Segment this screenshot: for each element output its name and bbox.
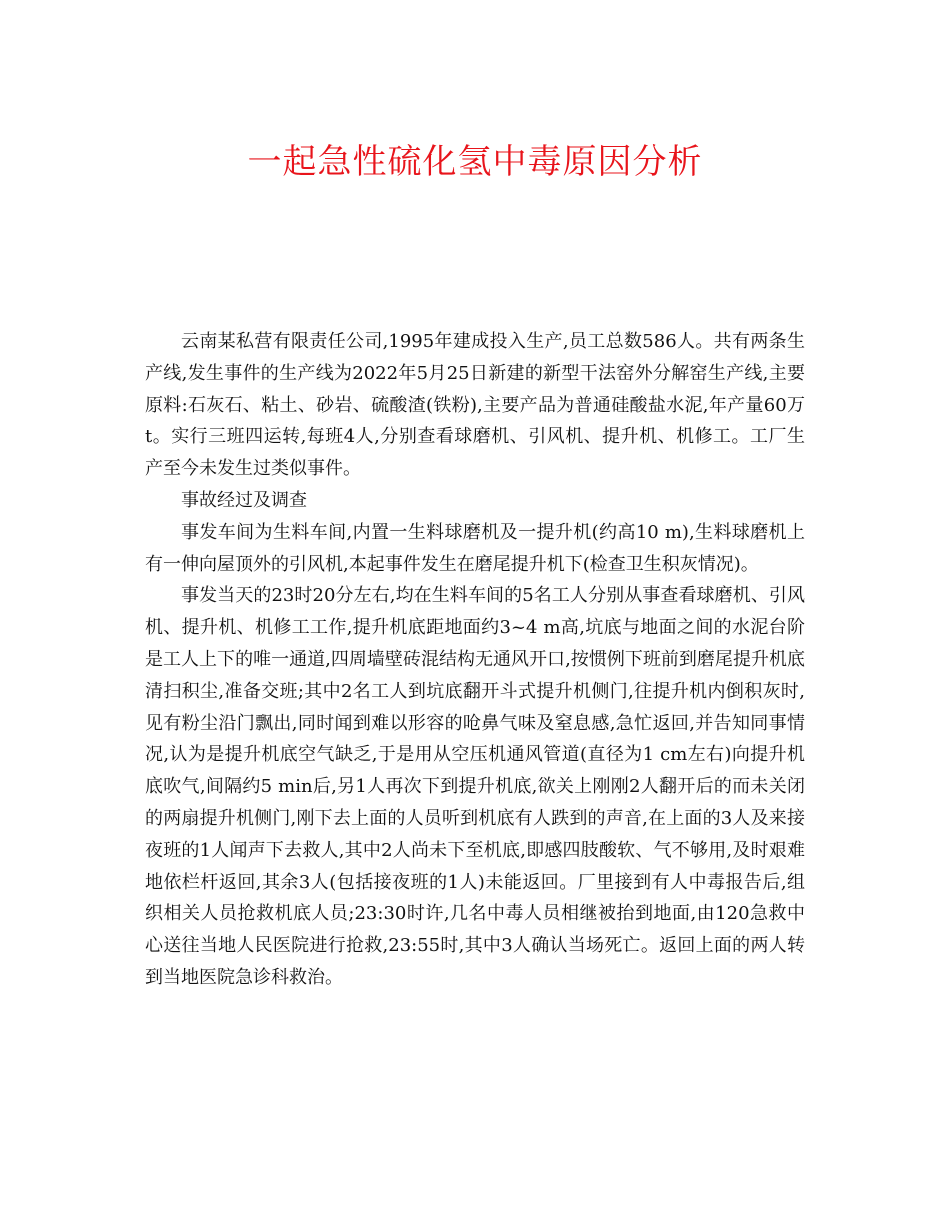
paragraph-accident-process: 事发当天的23时20分左右,均在生料车间的5名工人分别从事查看球磨机、引风机、提升机、机修工工作,提升机底距地面约3~4 m高,坑底与地面之间的水泥台阶是工人上下的唯一通道,四周墙壁砖混结构无通风开口,按惯例下班前到磨尾提升机底清扫积尘,准备交班;其中2名工人到坑底翻开斗式提升机侧门,往提升机内倒积灰时,见有粉尘沿门飘出,同时闻到难以形容的呛鼻气味及窒息感,急忙返回,并告知同事情况,认为是提升机底空气缺乏,于是用从空压机通风管道(直径为1 cm左右)向提升机底吹气,间隔约5 min后,另1人再次下到提升机底,欲关上刚刚2人翻开后的而未关闭的两扇提升机侧门,刚下去上面的人员听到机底有人跌到的声音,在上面的3人及来接夜班的1人闻声下去救人,其中2人尚未下至机底,即感四肢酸软、气不够用,及时艰难地依栏杆返回,其余3人(包括接夜班的1人)未能返回。厂里接到有人中毒报告后,组织相关人员抢救机底人员;23:30时许,几名中毒人员相继被抬到地面,由120急救中心送往当地人民医院进行抢救,23:55时,其中3人确认当场死亡。返回上面的两人转到当地医院急诊科救治。: [145, 585, 805, 988]
section-heading-accident-investigation: 事故经过及调查: [181, 489, 307, 511]
paragraph-workshop-description: 事发车间为生料车间,内置一生料球磨机及一提升机(约高10 m),生料球磨机上有一伸向屋顶外的引风机,本起事件发生在磨尾提升机下(检查卫生积灰情况)。: [145, 521, 805, 575]
document-body: [145, 326, 805, 994]
paragraph-company-background: 云南某私营有限责任公司,1995年建成投入生产,员工总数586人。共有两条生产线,发生事件的生产线为2022年5月25日新建的新型干法窑外分解窑生产线,主要原料:石灰石、粘土、砂岩、硫酸渣(铁粉),主要产品为普通硅酸盐水泥,年产量60万t。实行三班四运转,每班4人,分别查看球磨机、引风机、提升机、机修工。工厂生产至今未发生过类似事件。: [145, 331, 805, 480]
document-title: 一起急性硫化氢中毒原因分析: [247, 142, 703, 182]
